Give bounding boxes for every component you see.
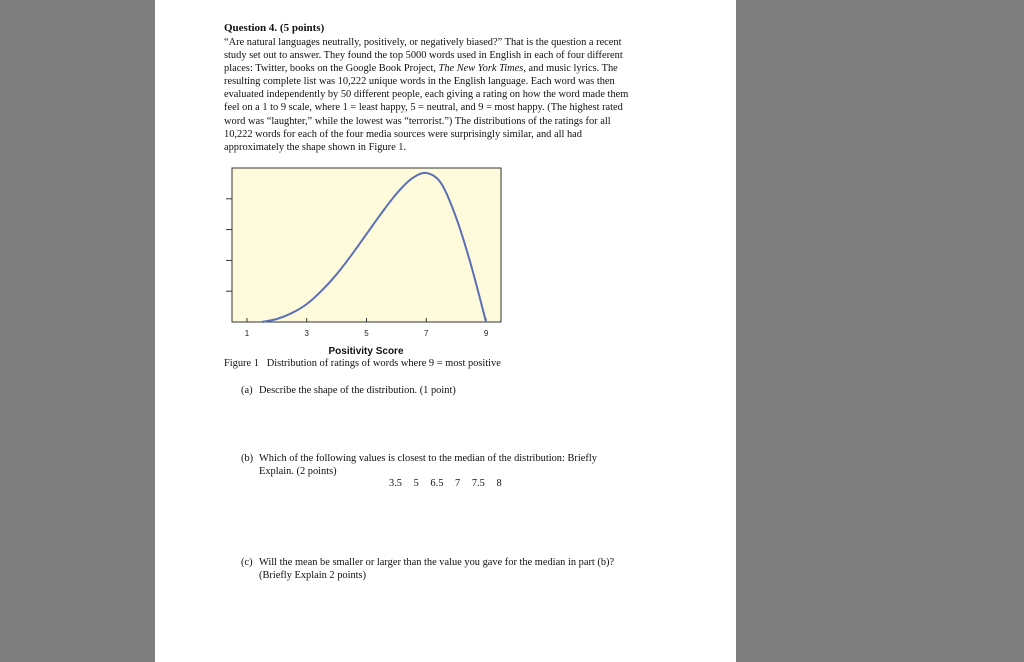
part-b-text-2: Explain. (2 points) [259,466,337,477]
body-line: resulting complete list was 10,222 unique words in the English language. Each word was then [224,76,615,88]
document-page [155,0,736,662]
choice-value: 7.5 [471,478,485,489]
part-a-label: (a) [241,385,253,396]
body-text-italic: The New York Times [438,63,524,75]
question-title: Question 4. (5 points) [224,22,325,34]
body-line: 10,222 words for each of the four media sources were surprisingly similar, and all had [224,128,582,140]
figure-caption-text: Distribution of ratings of words where 9 = most positive [266,358,501,369]
figure-caption [224,357,501,370]
x-tick-label: 3 [304,329,309,338]
choice-value: 7 [455,478,461,489]
distribution-chart [218,160,518,360]
part-a [241,384,456,397]
choice-value: 5 [413,478,419,489]
part-c-label: (c) [241,557,253,568]
choice-value: 6.5 [430,478,444,489]
body-line: word was “laughter,” while the lowest was “terrorist.”) The distributions of the ratings for all [224,115,611,127]
body-line: approximately the shape shown in Figure 1. [224,141,407,153]
median-choices [389,478,511,489]
x-axis-label: Positivity Score [328,346,404,357]
y-axis-ticks [226,199,232,291]
plot-area [232,168,501,322]
body-line: “Are natural languages neutrally, positively, or negatively biased?” That is the question a recent [224,37,622,48]
x-tick-label: 9 [483,329,489,338]
figure-label: Figure 1 [224,358,259,369]
part-c [241,556,614,582]
body-line: evaluated independently by 50 different people, each giving a rating on how the word made them [224,89,629,101]
part-b-text: Which of the following values is closest to the median of the distribution: Briefly [259,453,597,464]
body-text: , and music lyrics. The [523,63,618,75]
choice-value: 3.5 [389,478,402,489]
part-b [241,452,597,478]
body-text: places: Twitter, books on the Google Book Project, [224,63,436,75]
choice-value: 8 [496,478,502,489]
x-tick-label: 1 [244,329,250,338]
part-a-text: Describe the shape of the distribution. (1 point) [259,385,456,396]
body-line [224,62,672,75]
part-b-label: (b) [241,453,254,464]
part-c-text: Will the mean be smaller or larger than the value you gave for the median in part (b)? [259,557,615,568]
body-line: study set out to answer. They found the top 5000 words used in English in each of four different [224,50,623,62]
question-body [224,36,672,154]
part-c-text-2: (Briefly Explain 2 points) [259,570,367,581]
body-line: feel on a 1 to 9 scale, where 1 = least happy, 5 = neutral, and 9 = most happy. (The highest rated [224,102,623,114]
x-tick-label: 5 [364,329,369,338]
x-tick-label: 7 [424,329,429,338]
